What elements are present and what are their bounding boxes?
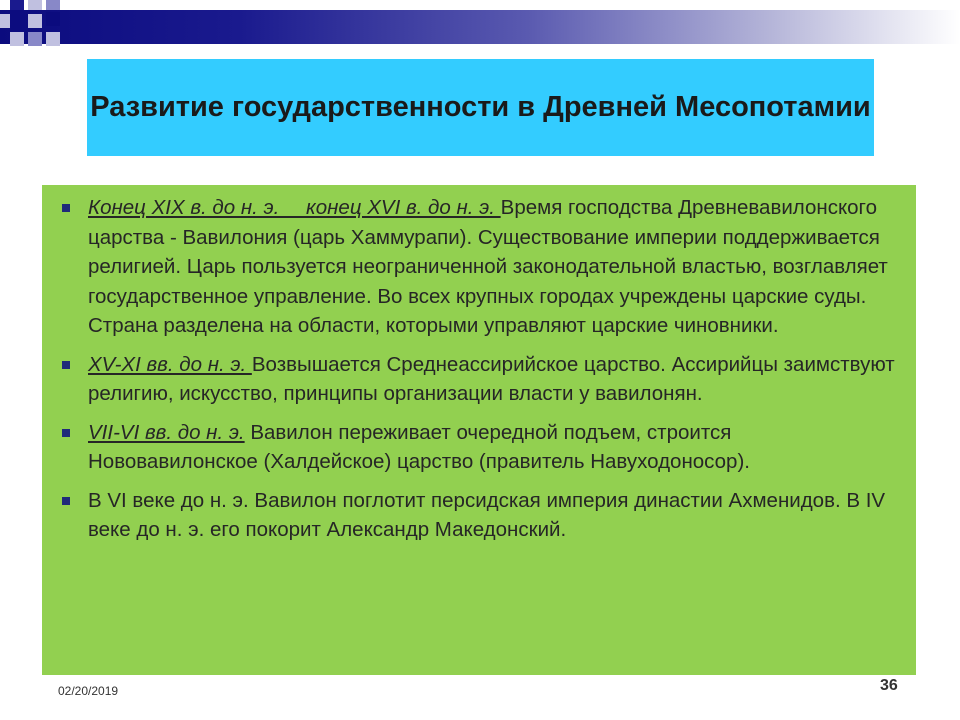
- square-bullet-icon: [62, 361, 70, 369]
- square-bullet-icon: [62, 497, 70, 505]
- bullet-text: В VI веке до н. э. Вавилон поглотит персидская империя династии Ахменидов. В IV веке до н. э. его покорит Александр Македонский.: [88, 488, 886, 541]
- content-box: [42, 185, 916, 675]
- period-label: VII-VI вв. до н. э.: [88, 420, 245, 444]
- list-item: [52, 193, 896, 341]
- decorative-square: [28, 32, 42, 46]
- decorative-square: [28, 0, 42, 10]
- bullet-text: Вавилон переживает очередной подъем, строится Нововавилонское (Халдейское) царство (правитель Навуходоносор).: [88, 420, 750, 473]
- list-item: [52, 350, 896, 409]
- decorative-square: [46, 0, 60, 10]
- decorative-square: [28, 14, 42, 28]
- slide-title: Развитие государственности в Древней Месопотамии: [90, 91, 871, 123]
- list-item: [52, 418, 896, 477]
- square-bullet-icon: [62, 429, 70, 437]
- page-number: 36: [880, 677, 898, 694]
- decorative-square: [46, 32, 60, 46]
- list-item: [52, 486, 896, 545]
- bullet-list: [42, 185, 916, 545]
- decorative-square: [10, 32, 24, 46]
- footer-date: 02/20/2019: [58, 684, 119, 698]
- period-label: XV-XI вв. до н. э.: [88, 352, 252, 376]
- title-box: [87, 59, 874, 156]
- decorative-square: [0, 14, 10, 28]
- square-bullet-icon: [62, 204, 70, 212]
- period-label: Конец XIX в. до н. э. конец XVI в. до н. э.: [88, 196, 480, 219]
- bullet-text: Время господства Древневавилонского царства - Вавилония (царь Хаммурапи). Существование империи поддерживается религией. Царь пользуется неограниченной законодательной властью, возглавляет государственное управление. Во всех крупных городах учреждены царские суды. Страна разделена на области, которыми управляют царские чиновники.: [88, 196, 888, 337]
- header-gradient-band: [0, 10, 960, 44]
- decorative-square: [10, 0, 24, 10]
- decorative-square: [46, 12, 60, 26]
- bullet-text: Возвышается Среднеассирийское царство. Ассирийцы заимствуют религию, искусство, принципы организации власти у вавилонян.: [88, 352, 895, 405]
